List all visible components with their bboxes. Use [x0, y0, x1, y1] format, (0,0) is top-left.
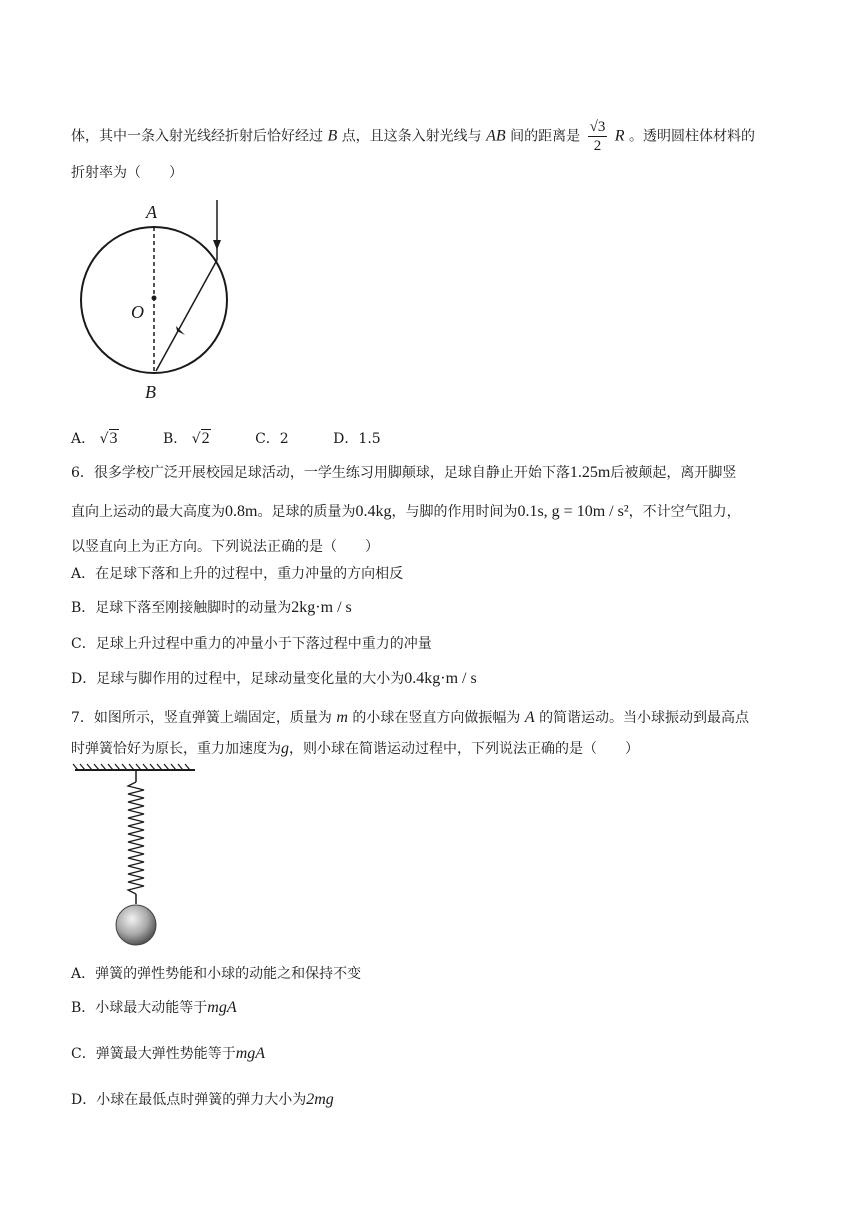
q7-line-1: 7．如图所示，竖直弹簧上端固定，质量为 m 的小球在竖直方向做振幅为 A 的简谐运动。当小球振动到最高点 — [71, 709, 750, 726]
q6-option-a: A．在足球下落和上升的过程中，重力冲量的方向相反 — [71, 566, 404, 582]
q6-line-3: 以竖直向上为正方向。下列说法正确的是（ ） — [71, 539, 379, 555]
q6-line-2: 直向上运动的最大高度为0.8m。足球的质量为0.4kg，与脚的作用时间为0.1s, g = 10m / s²，不计空气阻力， — [71, 503, 741, 520]
q6-option-b: B．足球下落至刚接触脚时的动量为2kg·m / s — [71, 599, 352, 616]
q5-line-2: 折射率为（ ） — [71, 165, 183, 181]
spring-ball-figure — [70, 762, 210, 947]
label-a: A — [146, 202, 157, 222]
q7-option-b: B．小球最大动能等于mgA — [71, 999, 237, 1016]
q6-option-c: C．足球上升过程中重力的冲量小于下落过程中重力的冲量 — [71, 636, 432, 652]
q7-option-c: C．弹簧最大弹性势能等于mgA — [71, 1045, 266, 1062]
q6-option-d: D．足球与脚作用的过程中，足球动量变化量的大小为0.4kg·m / s — [71, 670, 477, 687]
q5-options — [71, 428, 421, 448]
distance-fraction: $\frac{√3}{2}$ — [589, 119, 606, 154]
cylinder-refraction-figure — [72, 198, 252, 408]
q7-line-2: 时弹簧恰好为原长，重力加速度为g，则小球在简谐运动过程中，下列说法正确的是（ ） — [71, 740, 639, 757]
q6-line-1: 6．很多学校广泛开展校园足球活动，一学生练习用脚颠球，足球自静止开始下落1.25m后被颠起，离开脚竖 — [71, 464, 737, 481]
label-b: B — [145, 382, 156, 402]
q5-option-b: B． √2 — [162, 430, 210, 447]
q5-option-a: A． √3 — [71, 430, 118, 447]
point-b-label: B — [327, 127, 338, 145]
q7-option-a: A．弹簧的弹性势能和小球的动能之和保持不变 — [71, 966, 362, 982]
q7-option-d: D．小球在最低点时弹簧的弹力大小为2mg — [71, 1091, 334, 1108]
segment-ab-label: AB — [486, 127, 506, 145]
label-o: O — [131, 302, 144, 322]
q5-option-c: C．2 — [255, 431, 289, 447]
q5-option-d: D．1.5 — [333, 431, 381, 447]
q5-line-1: 体，其中一条入射光线经折射后恰好经过 B 点，且这条入射光线与 AB 间的距离是 $\frac{√3}{2}$ R 。透明圆柱体材料的 — [71, 119, 756, 154]
